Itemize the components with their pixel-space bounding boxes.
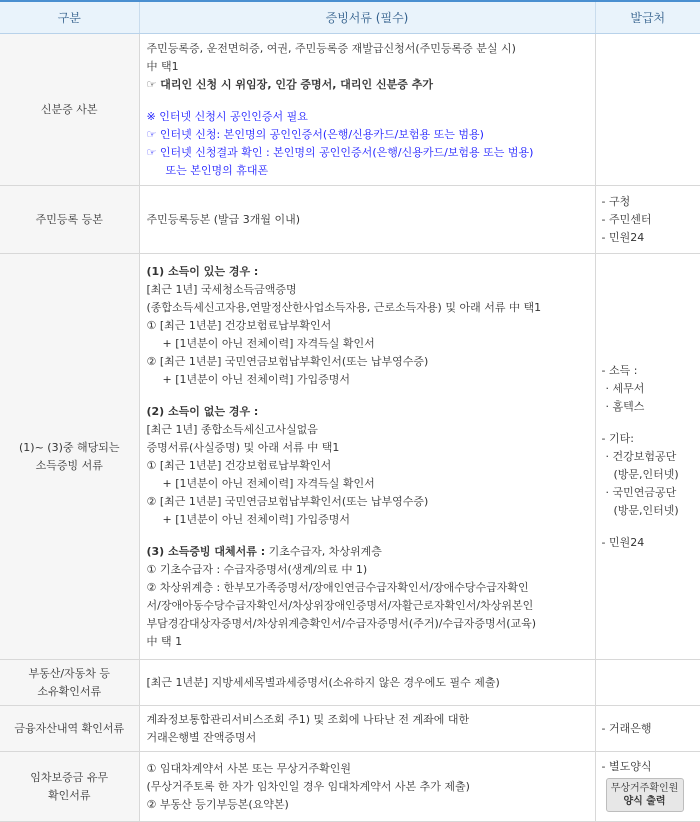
category-line: (1)~ (3)중 해당되는 xyxy=(18,440,120,454)
issuer-line: · 국민연금공단 xyxy=(605,485,677,499)
doc-line: 주민등록등본 (발급 3개월 이내) xyxy=(146,212,301,226)
table-row xyxy=(0,660,700,706)
section-title: (2) 소득이 없는 경우 : xyxy=(146,404,259,418)
doc-line: 거래은행별 잔액증명서 xyxy=(146,730,257,744)
row-issuer xyxy=(595,660,700,706)
row-issuer xyxy=(595,706,700,752)
print-form-button[interactable] xyxy=(606,778,684,812)
table-row xyxy=(0,34,700,186)
row-category: 주민등록 등본 xyxy=(0,186,139,254)
row-documents xyxy=(139,706,595,752)
doc-line: 계좌정보통합관리서비스조회 주1) 및 조회에 나타난 전 계좌에 대한 xyxy=(146,712,470,726)
header-issuer: 발급처 xyxy=(595,1,700,34)
section-title-rest: 기초수급자, 차상위계층 xyxy=(265,544,382,558)
row-issuer xyxy=(595,752,700,822)
doc-line: 증명서류(사실증명) 및 아래 서류 中 택1 xyxy=(146,440,340,454)
doc-line: ① [최근 1년분] 건강보험료납부확인서 xyxy=(146,458,332,472)
header-category: 구분 xyxy=(0,1,139,34)
doc-note: ☞ 인터넷 신청: 본인명의 공인인증서(은행/신용카드/보험용 또는 범용) xyxy=(146,127,484,141)
row-issuer xyxy=(595,254,700,660)
table-row xyxy=(0,186,700,254)
table-row xyxy=(0,752,700,822)
row-issuer xyxy=(595,186,700,254)
doc-line: + [1년분이 아닌 전체이력] 자격득실 확인서 xyxy=(162,476,375,490)
button-label-line: 양식 출력 xyxy=(623,796,666,807)
issuer-line: - 구청 xyxy=(601,194,631,208)
doc-line: ① 기초수급자 : 수급자증명서(생계/의료 中 1) xyxy=(146,562,368,576)
row-category xyxy=(0,254,139,660)
doc-line: + [1년분이 아닌 전체이력] 가입증명서 xyxy=(162,512,351,526)
doc-line: (무상거주토록 한 자가 임차인일 경우 임대차계약서 사본 추가 제출) xyxy=(146,779,470,793)
issuer-line: (방문,인터넷) xyxy=(613,467,679,481)
category-line: 확인서류 xyxy=(47,788,91,802)
doc-line: ② [최근 1년분] 국민연금보험납부확인서(또는 납부영수증) xyxy=(146,354,429,368)
issuer-line: · 홈텍스 xyxy=(605,399,645,413)
issuer-line: · 세무서 xyxy=(605,381,645,395)
doc-line: 中 택1 xyxy=(146,59,179,73)
doc-line: 中 택 1 xyxy=(146,634,183,648)
category-line: 부동산/자동차 등 xyxy=(28,666,111,680)
doc-note: ※ 인터넷 신청시 공인인증서 필요 xyxy=(146,109,308,123)
row-issuer xyxy=(595,34,700,186)
doc-line: ② 부동산 등기부등본(요약본) xyxy=(146,797,289,811)
doc-note: 또는 본인명의 휴대폰 xyxy=(165,163,269,177)
category-line: 임차보증금 유무 xyxy=(30,770,109,784)
doc-note: ☞ 인터넷 신청결과 확인 : 본인명의 공인인증서(은행/신용카드/보험용 또는 범용) xyxy=(146,145,534,159)
doc-line: 서/장애아동수당수급자확인서/차상위장애인증명서/자활근로자확인서/차상위본인 xyxy=(146,598,534,612)
doc-line: 부담경감대상자증명서/차상위계층확인서/수급자증명서(주거)/수급자증명서(교육) xyxy=(146,616,537,630)
doc-line: (종합소득세신고자용,연말정산한사업소득자용, 근로소득자용) 및 아래 서류 中 택1 xyxy=(146,300,542,314)
row-documents xyxy=(139,752,595,822)
issuer-line: - 기타: xyxy=(601,431,634,445)
issuer-line: - 별도양식 xyxy=(601,760,652,773)
section-title-line xyxy=(147,543,589,561)
doc-line: [최근 1년] 종합소득세신고사실없음 xyxy=(146,422,318,436)
category-line: 소유확인서류 xyxy=(37,684,102,698)
issuer-line: - 민원24 xyxy=(601,535,645,549)
row-documents xyxy=(139,34,595,186)
section-title: (1) 소득이 있는 경우 : xyxy=(146,264,259,278)
row-documents xyxy=(139,186,595,254)
button-label-line: 무상거주확인원 xyxy=(610,783,679,794)
issuer-line: - 민원24 xyxy=(601,230,645,244)
table-header xyxy=(0,1,700,34)
category-line: 소득증빙 서류 xyxy=(35,458,103,472)
doc-line: [최근 1년] 국세청소득금액증명 xyxy=(146,282,297,296)
table-row xyxy=(0,254,700,660)
row-category xyxy=(0,752,139,822)
issuer-line: - 소득 : xyxy=(601,363,638,377)
doc-line: ☞ 대리인 신청 시 위임장, 인감 증명서, 대리인 신분증 추가 xyxy=(146,77,433,91)
doc-line: ② [최근 1년분] 국민연금보험납부확인서(또는 납부영수증) xyxy=(146,494,429,508)
doc-line: ② 차상위계층 : 한부모가족증명서/장애인연금수급자확인서/장애수당수급자확인 xyxy=(146,580,529,594)
row-documents xyxy=(139,660,595,706)
doc-line: + [1년분이 아닌 전체이력] 가입증명서 xyxy=(162,372,351,386)
doc-line: + [1년분이 아닌 전체이력] 자격득실 확인서 xyxy=(162,336,375,350)
doc-line: [최근 1년분] 지방세세목별과세증명서(소유하지 않은 경우에도 필수 제출) xyxy=(146,675,500,689)
issuer-line: (방문,인터넷) xyxy=(613,503,679,517)
issuer-line: - 거래은행 xyxy=(601,721,652,735)
row-category: 신분증 사본 xyxy=(0,34,139,186)
issuer-line: · 건강보험공단 xyxy=(605,449,677,463)
row-documents xyxy=(139,254,595,660)
row-category: 금융자산내역 확인서류 xyxy=(0,706,139,752)
header-documents: 증빙서류 (필수) xyxy=(139,1,595,34)
doc-line: ① [최근 1년분] 건강보험료납부확인서 xyxy=(146,318,332,332)
row-category xyxy=(0,660,139,706)
table-row xyxy=(0,706,700,752)
section-title: (3) 소득증빙 대체서류 : xyxy=(146,544,266,558)
doc-line: ① 임대차계약서 사본 또는 무상거주확인원 xyxy=(146,761,351,775)
doc-line: 주민등록증, 운전면허증, 여권, 주민등록증 재발급신청서(주민등록증 분실 시) xyxy=(146,41,516,55)
issuer-line: - 주민센터 xyxy=(601,212,652,226)
